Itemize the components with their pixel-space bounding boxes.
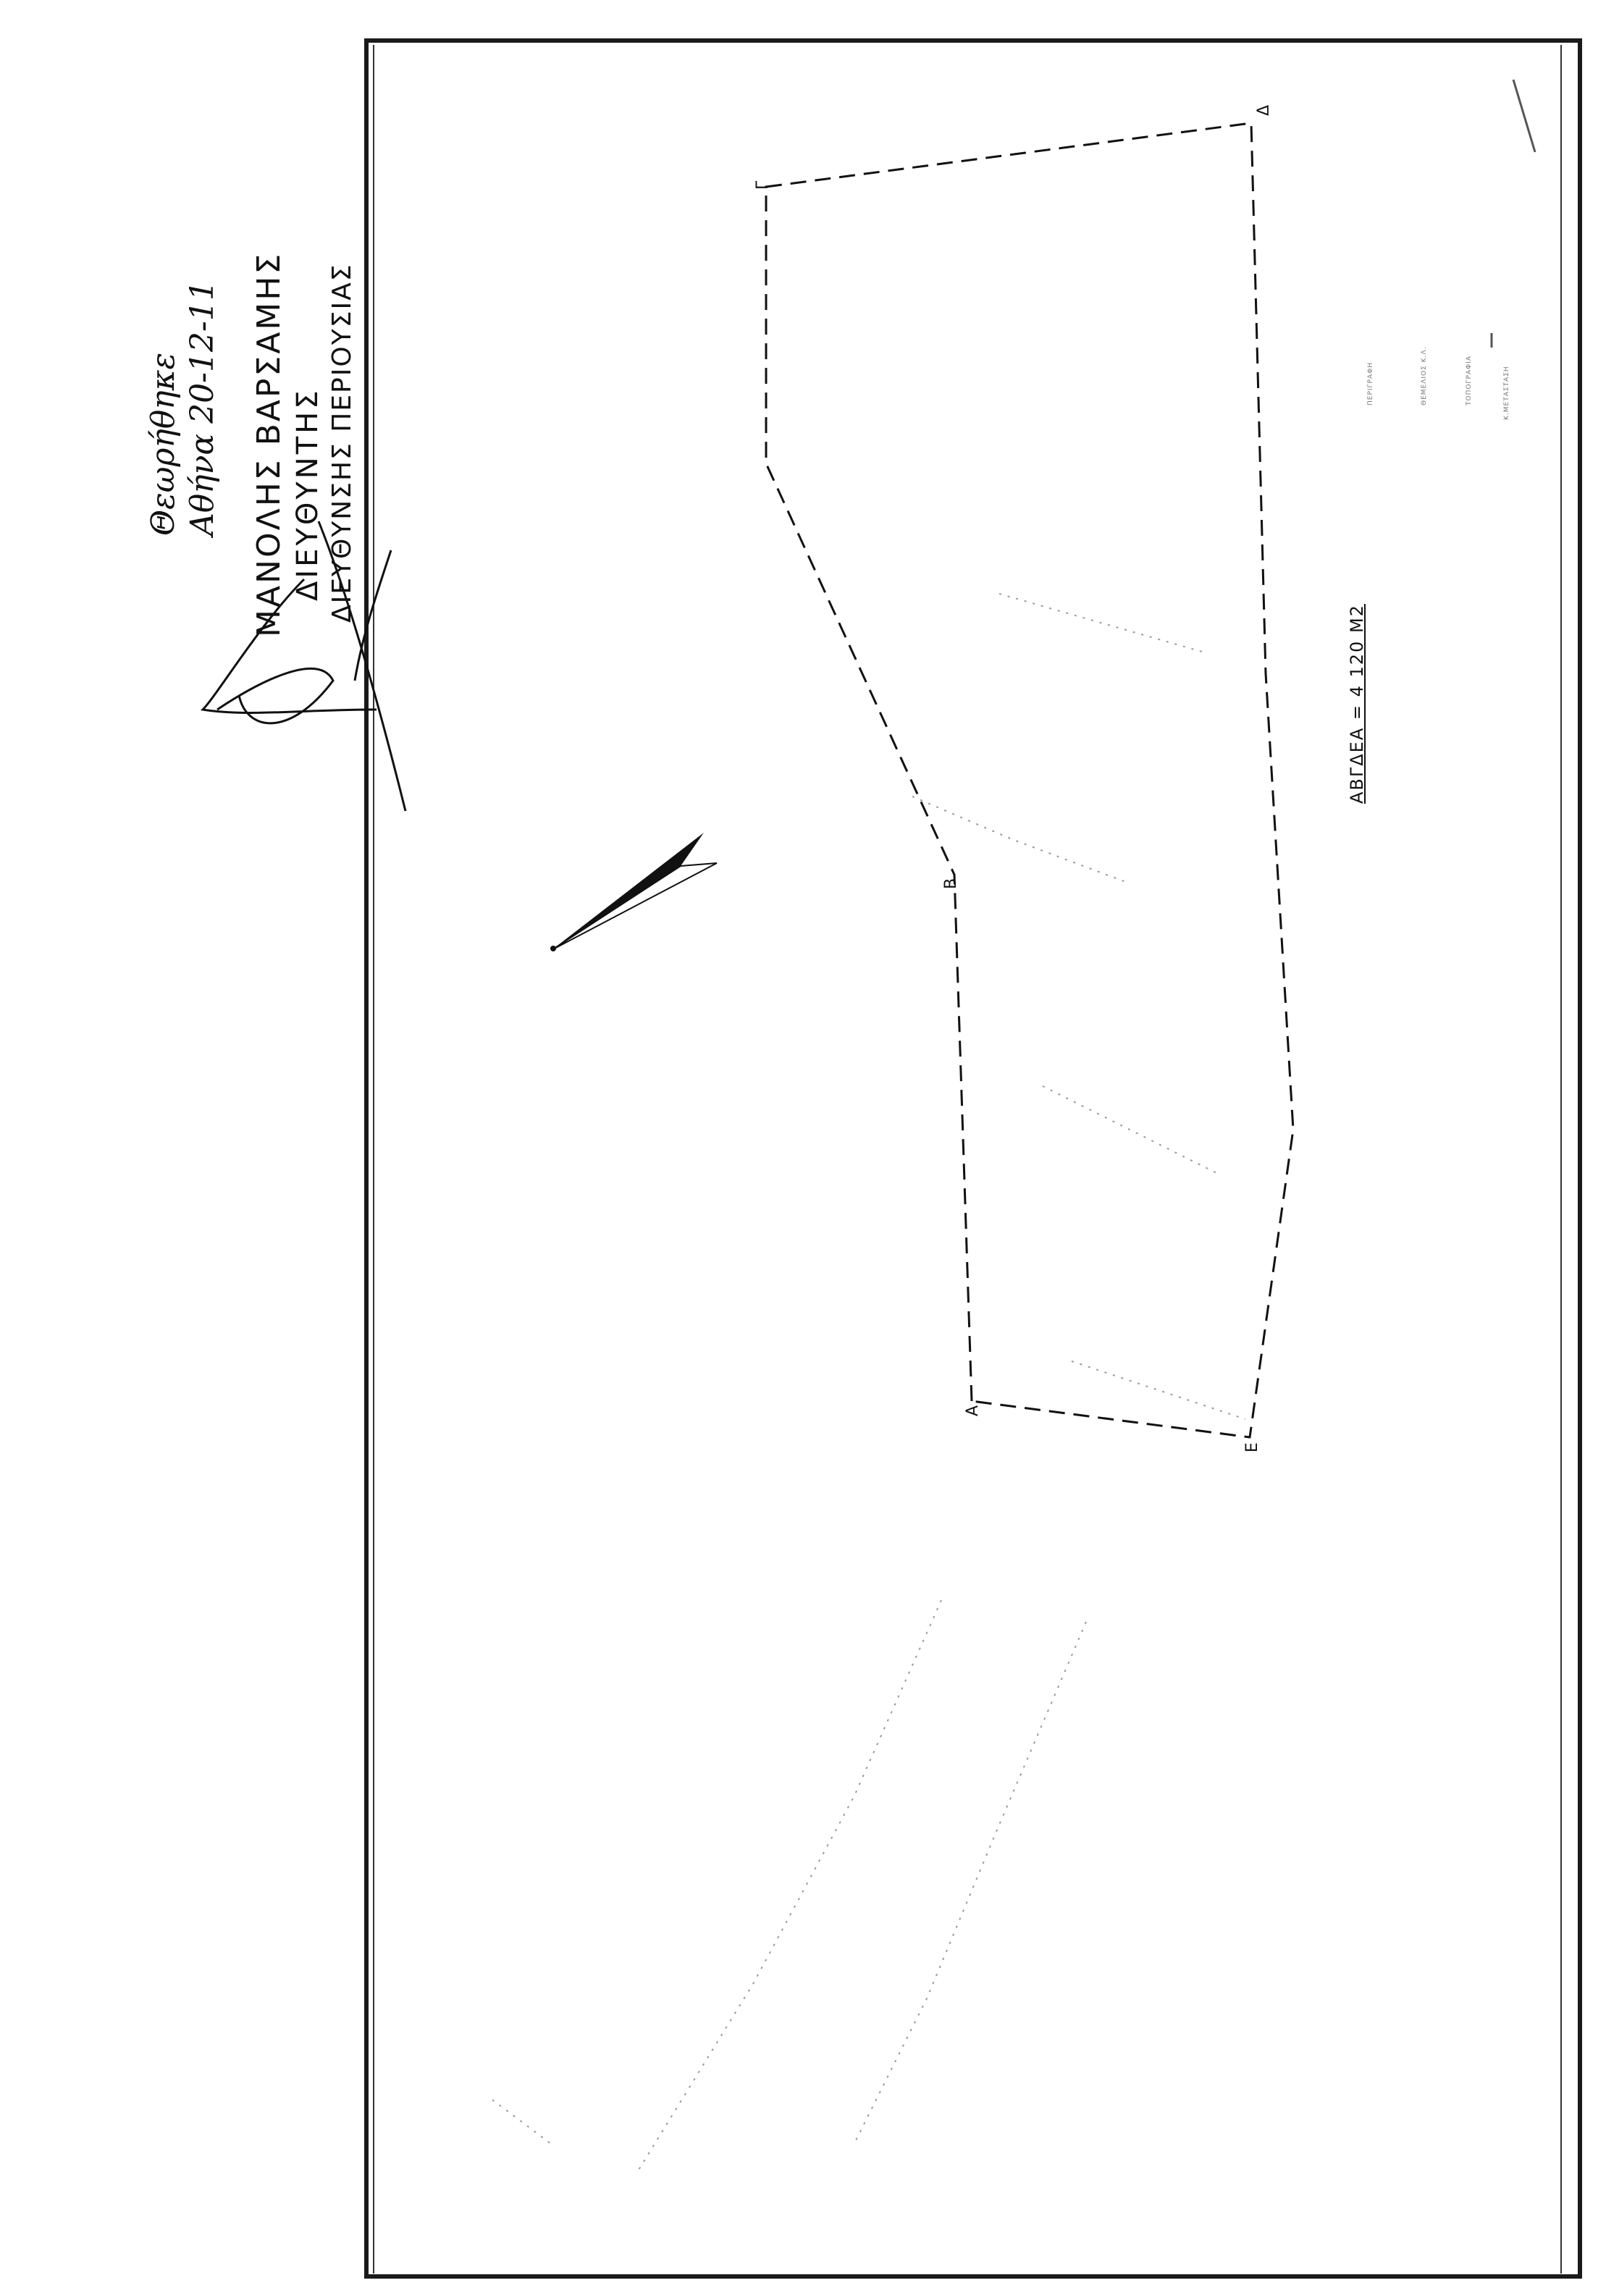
north-arrow-icon	[550, 833, 717, 951]
legend-line: ΤΟΠΟΓΡΑΦΙΑ	[1466, 356, 1473, 405]
stamp-title: ΔΙΕΥΘΥΝΤΗΣ	[291, 387, 324, 601]
legend-line: ΠΕΡΙΓΡΑΦΗ	[1367, 362, 1374, 405]
terrain-contour-marks	[492, 594, 1245, 2172]
vertex-label-a: A	[964, 1405, 982, 1416]
plot-area-label: ΑΒΓΔΕΑ = 4 120 Μ2	[1347, 604, 1367, 804]
handwritten-place-date: Αθήνα 20-12-11	[184, 280, 221, 536]
vertex-label-d: Δ	[1255, 104, 1273, 116]
handwritten-seen-note: Θεωρήθηκε	[145, 352, 182, 536]
drawing-frame	[366, 41, 1580, 2276]
stamp-name: ΜΑΝΟΛΗΣ ΒΑΡΣΑΜΗΣ	[251, 251, 287, 637]
vertex-label-e: E	[1243, 1442, 1261, 1452]
legend-line: ΘΕΜΕΛΙΟΣ Κ.Λ.	[1421, 346, 1428, 405]
stamp-department: ΔΙΕΥΘΥΝΣΗΣ ΠΕΡΙΟΥΣΙΑΣ	[327, 263, 357, 623]
legend-line: Κ.ΜΕΤΑΣΤΑΣΗ	[1503, 366, 1510, 420]
vertex-label-g: Γ	[754, 180, 772, 190]
legend-marks	[1492, 80, 1535, 348]
vertex-label-b: B	[942, 878, 960, 889]
plot-boundary	[766, 123, 1293, 1437]
vertex-labels	[754, 105, 1273, 1452]
